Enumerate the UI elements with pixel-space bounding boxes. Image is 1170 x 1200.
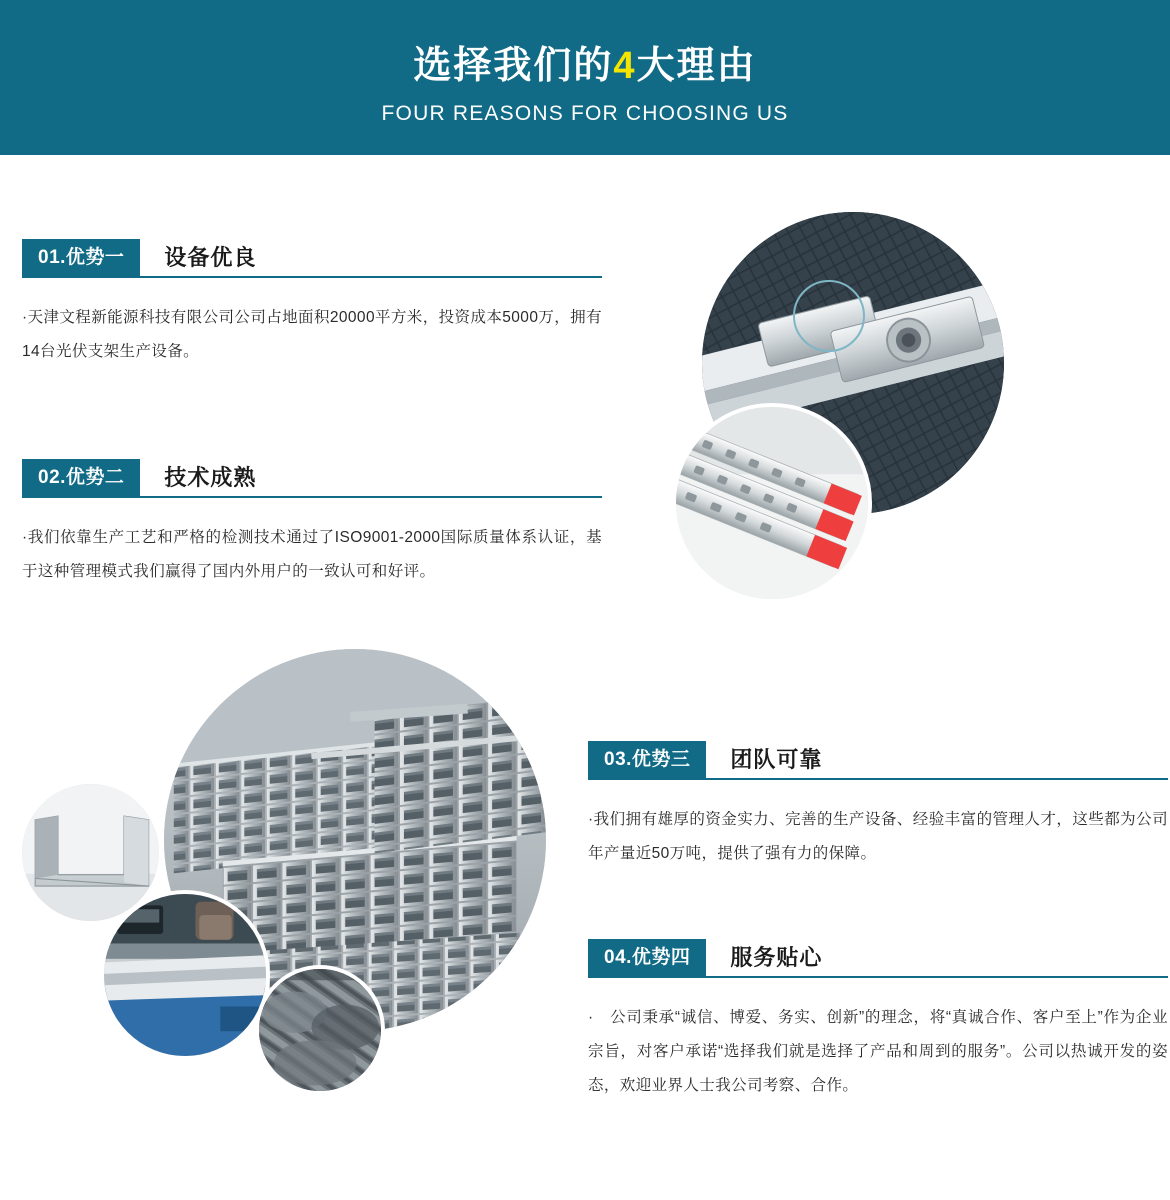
coils-illustration	[259, 969, 381, 1091]
page-header	[0, 0, 1170, 155]
page-title	[0, 42, 1170, 90]
reason-header-3	[588, 735, 1168, 779]
divider-3	[588, 778, 1168, 780]
reason-body-1: ·天津文程新能源科技有限公司公司占地面积20000平方米，投资成本5000万，拥有14台光伏支架生产设备。	[22, 309, 602, 360]
reason-block-4	[588, 933, 1168, 1119]
c-channel-illustration	[22, 784, 159, 921]
reason-body-2: ·我们依靠生产工艺和严格的检测技术通过了ISO9001-2000国际质量体系认证，基于这种管理模式我们赢得了国内外用户的一致认可和好评。	[22, 529, 602, 580]
reason-title-2: 技术成熟	[164, 465, 257, 490]
photo-rails	[672, 403, 872, 603]
content-area	[0, 155, 1170, 1200]
reason-block-1	[22, 233, 602, 385]
reason-header-2	[22, 453, 602, 497]
rails-illustration	[676, 407, 868, 599]
reason-body-4: · 公司秉承“诚信、博爱、务实、创新”的理念，将“真诚合作、客户至上”作为企业宗旨，对客户承诺“选择我们就是选择了产品和周到的服务”。公司以热诚开发的姿态，欢迎业界人士我公司考察、合作。	[588, 1009, 1168, 1094]
reason-block-3	[588, 735, 1168, 887]
reason-header-4	[588, 933, 1168, 977]
reason-badge-3: 03.优势三	[588, 741, 706, 779]
reason-body-3: ·我们拥有雄厚的资金实力、完善的生产设备、经验丰富的管理人才，这些都为公司年产量近50万吨，提供了强有力的保障。	[588, 811, 1168, 862]
decorative-ring-top	[793, 280, 865, 352]
page-title-highlight: 4	[613, 45, 637, 87]
reason-title-1: 设备优良	[164, 245, 257, 270]
page-title-prefix: 选择我们的	[413, 45, 614, 87]
reason-title-3: 团队可靠	[730, 747, 823, 772]
reason-header-1	[22, 233, 602, 277]
reason-title-4: 服务贴心	[730, 945, 823, 970]
divider-2	[22, 496, 602, 498]
photo-machine	[100, 890, 270, 1060]
machine-illustration	[104, 894, 266, 1056]
reason-badge-4: 04.优势四	[588, 939, 706, 977]
divider-4	[588, 976, 1168, 978]
page-title-suffix: 大理由	[636, 45, 757, 87]
page-subtitle: FOUR REASONS FOR CHOOSING US	[381, 102, 789, 125]
photo-coils	[255, 965, 385, 1095]
reason-badge-2: 02.优势二	[22, 459, 140, 497]
reason-badge-1: 01.优势一	[22, 239, 140, 277]
reason-block-2	[22, 453, 602, 605]
divider-1	[22, 276, 602, 278]
